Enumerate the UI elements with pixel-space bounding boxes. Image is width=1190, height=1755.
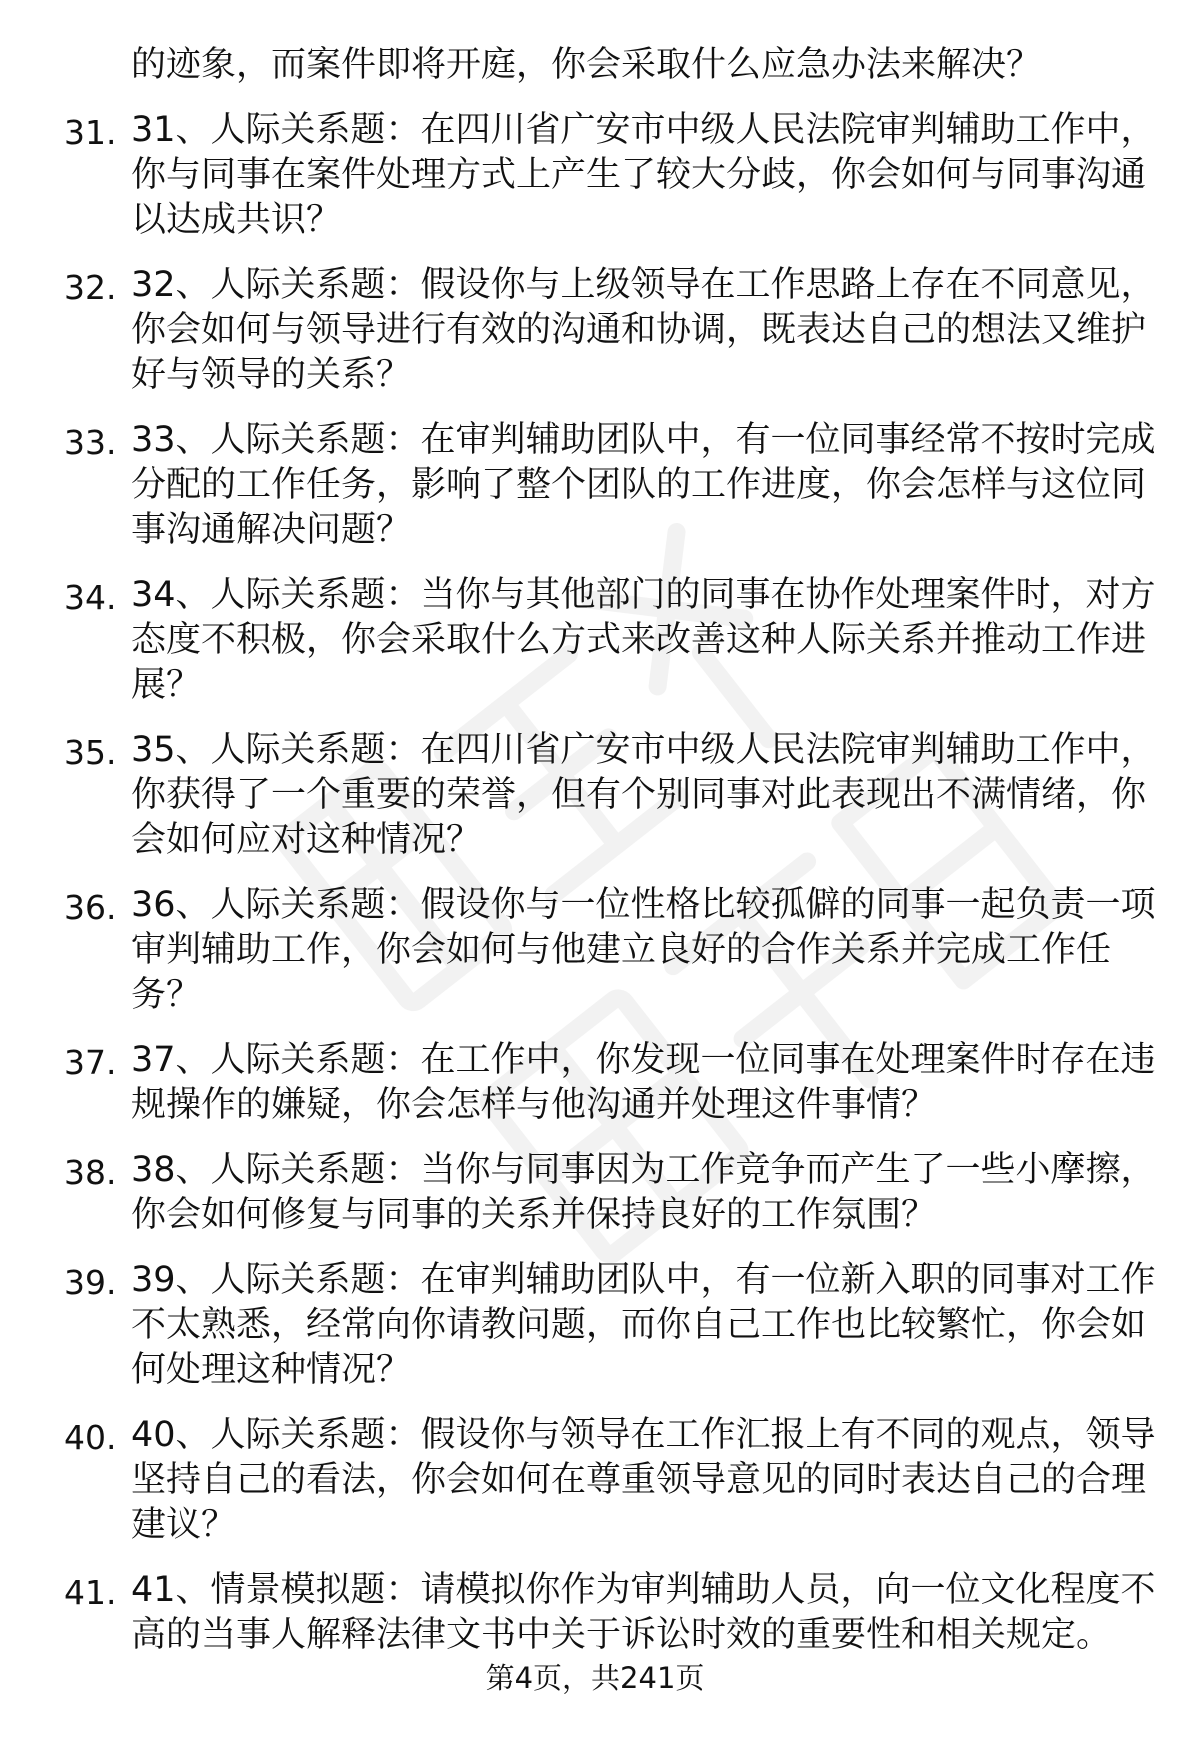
- continued-text: 的迹象，而案件即将开庭，你会采取什么应急办法来解决？: [131, 45, 1042, 85]
- list-item-number: 38.: [64, 1153, 117, 1192]
- list-item-text: 41、情景模拟题：请模拟你作为审判辅助人员，向一位文化程度不高的当事人解释法律文书中关于诉讼时效的重要性和相关规定。: [131, 1570, 1156, 1655]
- list-item: [64, 883, 1164, 1018]
- list-item: [64, 108, 1164, 243]
- list-item: [64, 263, 1164, 398]
- list-item-text: 38、人际关系题：当你与同事因为工作竞争而产生了一些小摩擦，你会如何修复与同事的关系并保持良好的工作氛围？: [131, 1150, 1156, 1235]
- list-item-number: 36.: [64, 888, 117, 927]
- list-item-text: 37、人际关系题：在工作中，你发现一位同事在处理案件时存在违规操作的嫌疑，你会怎样与他沟通并处理这件事情？: [131, 1040, 1156, 1125]
- list-item-number: 37.: [64, 1043, 117, 1082]
- list-item-text: 33、人际关系题：在审判辅助团队中，有一位同事经常不按时完成分配的工作任务，影响了整个团队的工作进度，你会怎样与这位同事沟通解决问题？: [131, 420, 1156, 550]
- list-item: [64, 1258, 1164, 1393]
- list-item: [64, 1038, 1164, 1128]
- list-item-text: 35、人际关系题：在四川省广安市中级人民法院审判辅助工作中，你获得了一个重要的荣誉，但有个别同事对此表现出不满情绪，你会如何应对这种情况？: [131, 730, 1156, 860]
- list-item: [64, 418, 1164, 553]
- list-item-text: 40、人际关系题：假设你与领导在工作汇报上有不同的观点，领导坚持自己的看法，你会如何在尊重领导意见的同时表达自己的合理建议？: [131, 1415, 1156, 1545]
- list-item: [64, 728, 1164, 863]
- list-item-text: 39、人际关系题：在审判辅助团队中，有一位新入职的同事对工作不太熟悉，经常向你请教问题，而你自己工作也比较繁忙，你会如何处理这种情况？: [131, 1260, 1156, 1390]
- list-item-number: 34.: [64, 578, 117, 617]
- list-item-number: 39.: [64, 1263, 117, 1302]
- list-item-number: 41.: [64, 1573, 117, 1612]
- list-item: [64, 573, 1164, 708]
- list-item-text: 36、人际关系题：假设你与一位性格比较孤僻的同事一起负责一项审判辅助工作，你会如何与他建立良好的合作关系并完成工作任务？: [131, 885, 1156, 1015]
- list-item-number: 40.: [64, 1418, 117, 1457]
- list-item: [64, 1148, 1164, 1238]
- list-item-number: 35.: [64, 733, 117, 772]
- list-item-text: 31、人际关系题：在四川省广安市中级人民法院审判辅助工作中，你与同事在案件处理方式上产生了较大分歧，你会如何与同事沟通以达成共识？: [131, 110, 1156, 240]
- list-item-text: 32、人际关系题：假设你与上级领导在工作思路上存在不同意见，你会如何与领导进行有效的沟通和协调，既表达自己的想法又维护好与领导的关系？: [131, 265, 1156, 395]
- list-item-number: 32.: [64, 268, 117, 307]
- list-item-text: 34、人际关系题：当你与其他部门的同事在协作处理案件时，对方态度不积极，你会采取什么方式来改善这种人际关系并推动工作进展？: [131, 575, 1156, 705]
- list-item-number: 31.: [64, 113, 117, 152]
- page-footer: 第4页，共241页: [485, 1661, 705, 1695]
- list-item: [64, 1568, 1164, 1658]
- list-item-number: 33.: [64, 423, 117, 462]
- question-list: [64, 40, 1164, 1678]
- list-item: [64, 1413, 1164, 1548]
